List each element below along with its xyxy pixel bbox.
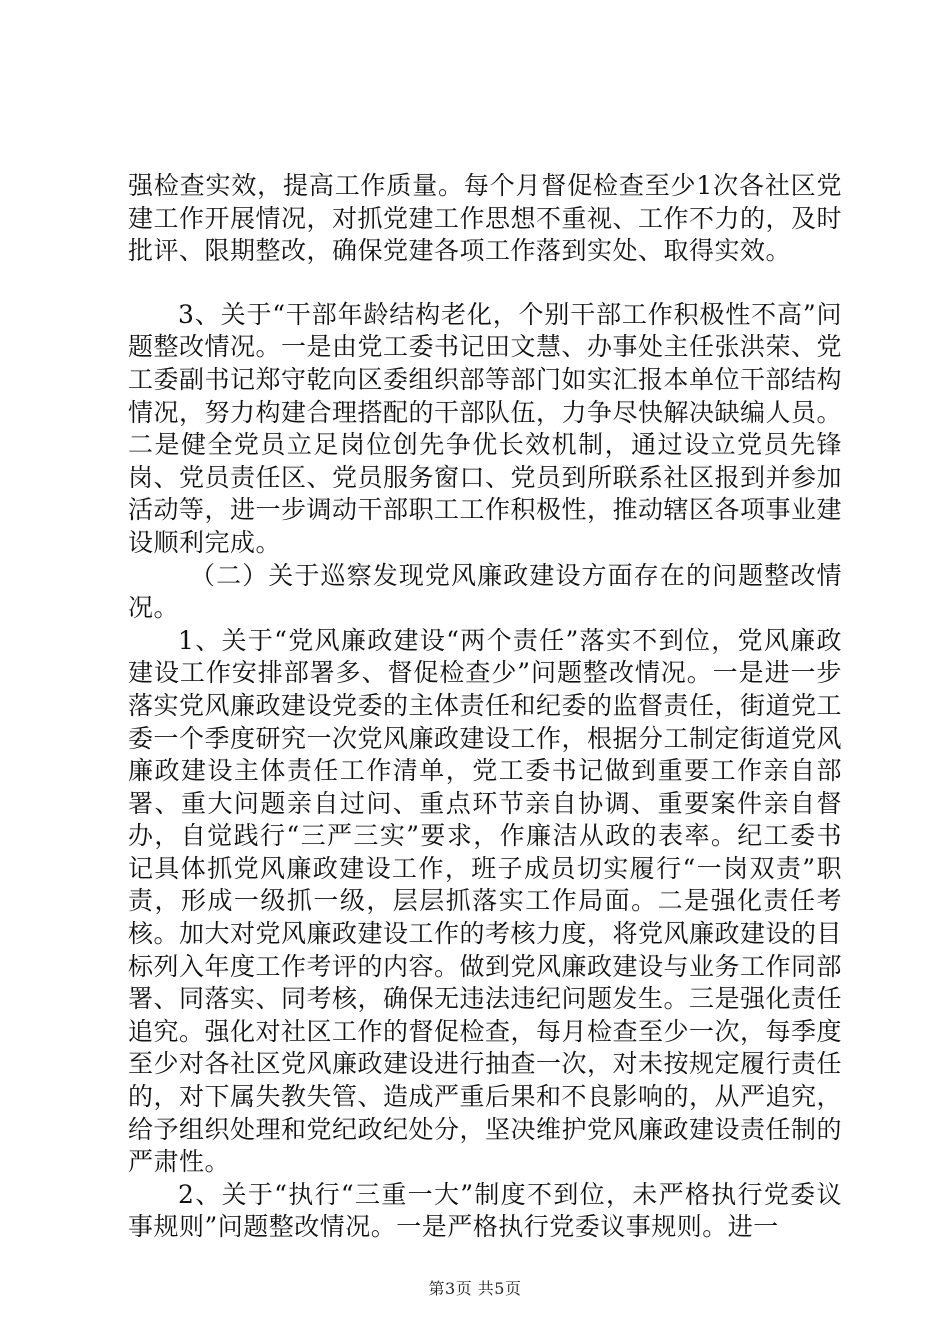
paragraph-continuation: 强检查实效，提高工作质量。每个月督促检查至少1次各社区党建工作开展情况，对抓党建工作思想不重视、工作不力的，及时批评、限期整改，确保党建各项工作落到实处、取得实效。 <box>128 171 843 266</box>
document-body <box>128 170 842 1244</box>
page-footer: 第3页 共5页 <box>428 1279 522 1298</box>
paragraph-item-1: 1、关于“党风廉政建设“两个责任”落实不到位，党风廉政建设工作安排部署多、督促检查少”问题整改情况。一是进一步落实党风廉政建设党委的主体责任和纪委的监督责任，街道党工委一个季度研究一次党风廉政建设工作，根据分工制定街道党风廉政建设主体责任工作清单，党工委书记做到重要工作亲自部署、重大问题亲自过问、重点环节亲自协调、重要案件亲自督办，自觉践行“三严三实”要求，作廉洁从政的表率。纪工委书记具体抓党风廉政建设工作，班子成员切实履行“一岗双责”职责，形成一级抓一级，层层抓落实工作局面。二是强化责任考核。加大对党风廉政建设工作的考核力度，将党风廉政建设的目标列入年度工作考评的内容。做到党风廉政建设与业务工作同部署、同落实、同考核，确保无违法违纪问题发生。三是强化责任追究。强化对社区工作的督促检查，每月检查至少一次，每季度至少对各社区党风廉政建设进行抽查一次，对未按规定履行责任的，对下属失教失管、造成严重后果和不良影响的，从严追究，给予组织处理和党纪政纪处分，坚决维护党风廉政建设责任制的严肃性。 <box>128 625 843 1177</box>
paragraph-item-3: 3、关于“干部年龄结构老化，个别干部工作积极性不高”问题整改情况。一是由党工委书记田文慧、办事处主任张洪荣、党工委副书记郑守乾向区委组织部等部门如实汇报本单位干部结构情况，努力构建合理搭配的干部队伍，力争尽快解决缺编人员。二是健全党员立足岗位创先争优长效机制，通过设立党员先锋岗、党员责任区、党员服务窗口、党员到所联系社区报到并参加活动等，进一步调动干部职工工作积极性，推动辖区各项事业建设顺利完成。 <box>128 299 843 557</box>
paragraph-item-2: 2、关于“执行“三重一大”制度不到位，未严格执行党委议事规则”问题整改情况。一是严格执行党委议事规则。进一 <box>128 1179 842 1242</box>
section-heading-2: （二）关于巡察发现党风廉政建设方面存在的问题整改情况。 <box>128 560 842 623</box>
